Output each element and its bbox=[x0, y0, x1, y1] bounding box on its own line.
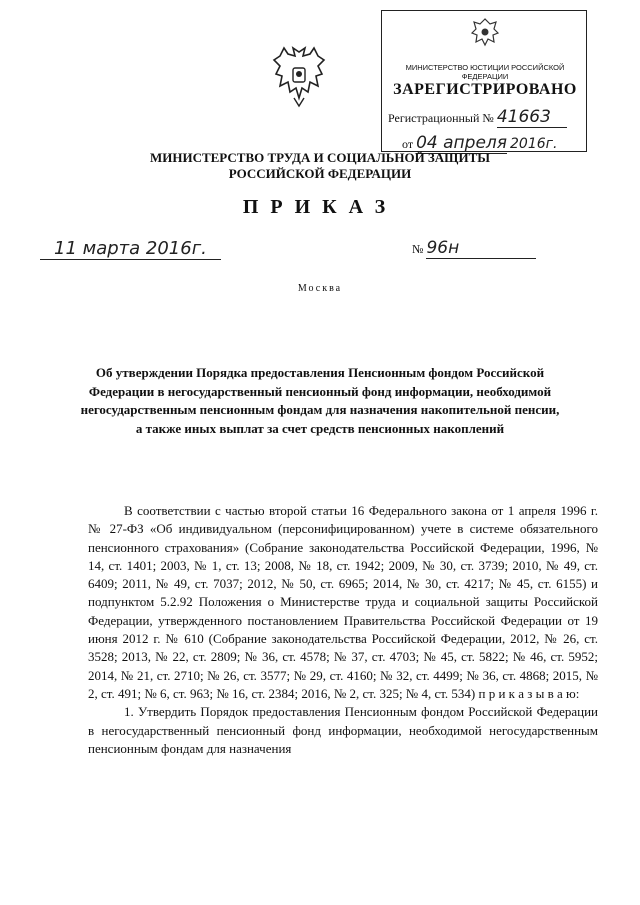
coat-of-arms-icon bbox=[272, 46, 326, 108]
stamp-from-label: от bbox=[402, 137, 414, 151]
body-paragraph-1: В соответствии с частью второй статьи 16 Федерального закона от 1 апреля 1996 г. № 27-ФЗ «Об индивидуальном (персонифицированном) учете в системе обязательного пенсионного страхования» (Собрание законодательства Российской Федерации, 1996, № 14, ст. 1401; 2003, № 1, ст. 13; 2008, № 18, ст. 1942; 2009, № 30, ст. 3739; 2010, № 49, ст. 6409; 2011, № 49, ст. 7037; 2012, № 50, ст. 6965; 2014, № 30, ст. 4217; № 45, ст. 6155) и подпунктом 5.2.92 Положения о Министерстве труда и социальной защиты Российской Федерации, утвержденного постановлением Правительства Российской Федерации от 19 июня 2012 г. № 610 (Собрание законодательства Российской Федерации, 2012, № 26, ст. 3528; 2013, № 22, ст. 2809; № 36, ст. 4578; № 37, ст. 4703; № 45, ст. 5822; № 46, ст. 5952; 2014, № 21, ст. 2710; № 26, ст. 3577; № 29, ст. 4160; № 32, ст. 4499; № 36, ст. 4868; 2015, № 2, ст. 491; № 6, ст. 963; № 16, ст. 2384; 2016, № 2, ст. 325; № 4, ст. 534) п р и к а з ы в а ю: bbox=[88, 503, 598, 701]
order-date bbox=[40, 238, 221, 260]
stamp-reg-date: 04 апреля bbox=[416, 133, 508, 153]
stamp-reg-label: Регистрационный № bbox=[388, 111, 494, 125]
stamp-reg-number: 41663 bbox=[497, 107, 567, 128]
stamp-ministry: МИНИСТЕРСТВО ЮСТИЦИИ РОССИЙСКОЙ ФЕДЕРАЦИИ bbox=[405, 63, 565, 81]
document-title: Об утверждении Порядка предоставления Пенсионным фондом Российской Федерации в негосударственный пенсионный фонд информации, необходимой негосударственным пенсионным фондам для назначения накопительной пенсии, а также иных выплат за счет средств пенсионных накоплений bbox=[80, 365, 560, 436]
stamp-registered: ЗАРЕГИСТРИРОВАНО bbox=[393, 81, 577, 98]
city: Москва bbox=[297, 283, 343, 294]
stamp-reg-year: 2016г. bbox=[510, 136, 558, 152]
stamp-emblem-icon bbox=[468, 15, 502, 49]
order-number-label: № bbox=[412, 242, 424, 256]
order-date-value: 11 марта 2016г. bbox=[40, 238, 221, 260]
body-paragraph-2: 1. Утвердить Порядок предоставления Пенсионным фондом Российской Федерации в негосударственный пенсионный фонд информации, необходимой негосударственным пенсионным фондам для назначения bbox=[88, 704, 598, 756]
document-body bbox=[88, 502, 598, 758]
document-type: ПРИКАЗ bbox=[242, 196, 398, 218]
order-number bbox=[412, 238, 536, 259]
ministry-line-2: РОССИЙСКОЙ ФЕДЕРАЦИИ bbox=[228, 166, 412, 181]
order-number-value: 96н bbox=[426, 238, 536, 259]
registration-stamp bbox=[381, 10, 587, 152]
ministry-line-1: МИНИСТЕРСТВО ТРУДА И СОЦИАЛЬНОЙ ЗАЩИТЫ bbox=[149, 150, 491, 165]
stamp-reg-line bbox=[388, 107, 567, 128]
